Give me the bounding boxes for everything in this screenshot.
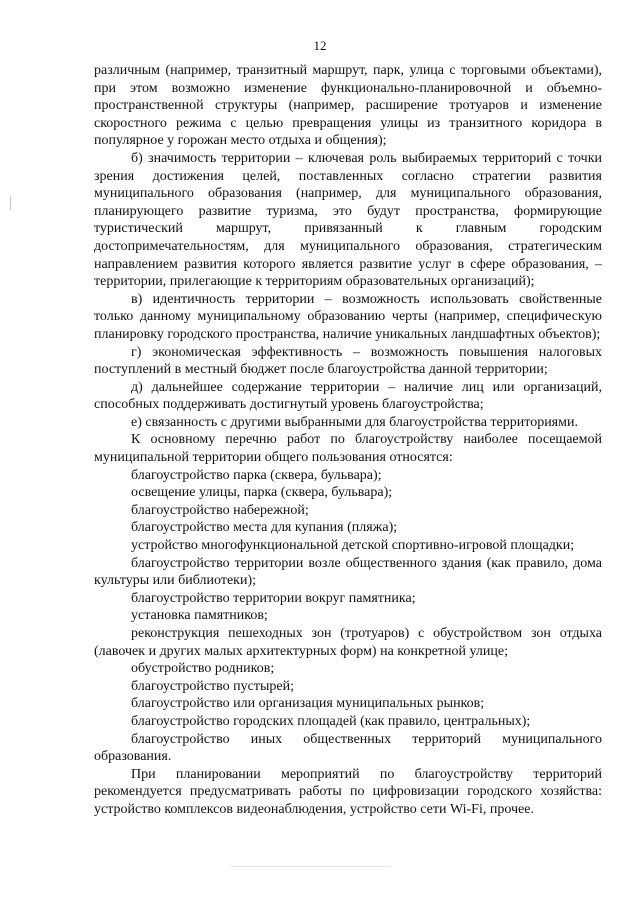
list-item: благоустройство территории возле общественного здания (как правило, дома культуры или библиотеки); bbox=[94, 555, 602, 589]
document-body bbox=[94, 62, 602, 819]
paragraph: При планировании мероприятий по благоустройству территорий рекомендуется предусматривать работы по цифровизации городского хозяйства: устройство комплексов видеонаблюдения, устройство сети Wi-Fi, прочее. bbox=[94, 766, 602, 817]
paragraph: в) идентичность территории – возможность использовать свойственные только данному муниципальному образованию черты (например, специфическую планировку городского пространства, наличие уникальных ландшафтных объектов); bbox=[94, 291, 602, 342]
paragraph: г) экономическая эффективность – возможность повышения налоговых поступлений в местный бюджет после благоустройства данной территории; bbox=[94, 344, 602, 378]
list-item: благоустройство иных общественных территорий муниципального образования. bbox=[94, 731, 602, 765]
list-item: благоустройство территории вокруг памятника; bbox=[131, 590, 416, 606]
paragraph: различным (например, транзитный маршрут, парк, улица с торговыми объектами), при этом возможно изменение функционально-планировочной и объемно-пространственной структуры (например, расширение тротуаров и изменение скоростного режима с целью превращения улицы из транзитного коридора в популярное у горожан место отдыха и общения); bbox=[94, 63, 602, 149]
list-item: реконструкция пешеходных зон (тротуаров) с обустройством зон отдыха (лавочек и других малых архитектурных форм) на конкретной улице; bbox=[94, 626, 602, 659]
paragraph: б) значимость территории – ключевая роль выбираемых территорий с точки зрения достижения целей, поставленных согласно стратегии развития муниципального образования (например, для муниципального образования, планирующего развитие туризма, это будут пространства, формирующие туристический маршрут, привязанный к главным городским достопримечательностям, для муниципального образования, стратегическим направлением развития которого является развитие услуг в сфере образования, – территории, прилегающие к территориям образовательных организаций); bbox=[94, 150, 602, 290]
list-item: установка памятников; bbox=[131, 608, 268, 624]
list-item: благоустройство места для купания (пляжа); bbox=[131, 520, 398, 536]
paragraph: К основному перечню работ по благоустройству наиболее посещаемой муниципальной территории общего пользования относятся: bbox=[94, 432, 602, 466]
footer-scan-mark bbox=[230, 866, 390, 867]
list-item: освещение улицы, парка (сквера, бульвара); bbox=[131, 485, 393, 501]
page-number: 12 bbox=[313, 38, 327, 53]
list-item: благоустройство пустырей; bbox=[131, 678, 295, 694]
margin-scan-mark bbox=[10, 196, 11, 210]
paragraph: д) дальнейшее содержание территории – наличие лиц или организаций, способных поддерживать достигнутый уровень благоустройства; bbox=[94, 379, 602, 413]
list-item: благоустройство городских площадей (как правило, центральных); bbox=[131, 713, 531, 729]
list-item: благоустройство набережной; bbox=[131, 502, 309, 518]
list-item: благоустройство или организация муниципальных рынков; bbox=[131, 696, 485, 712]
list-item: благоустройство парка (сквера, бульвара); bbox=[131, 467, 382, 483]
paragraph: е) связанность с другими выбранными для благоустройства территориями. bbox=[131, 414, 578, 430]
list-item: обустройство родников; bbox=[131, 661, 275, 677]
list-item: устройство многофункциональной детской спортивно-игровой площадки; bbox=[131, 538, 575, 554]
